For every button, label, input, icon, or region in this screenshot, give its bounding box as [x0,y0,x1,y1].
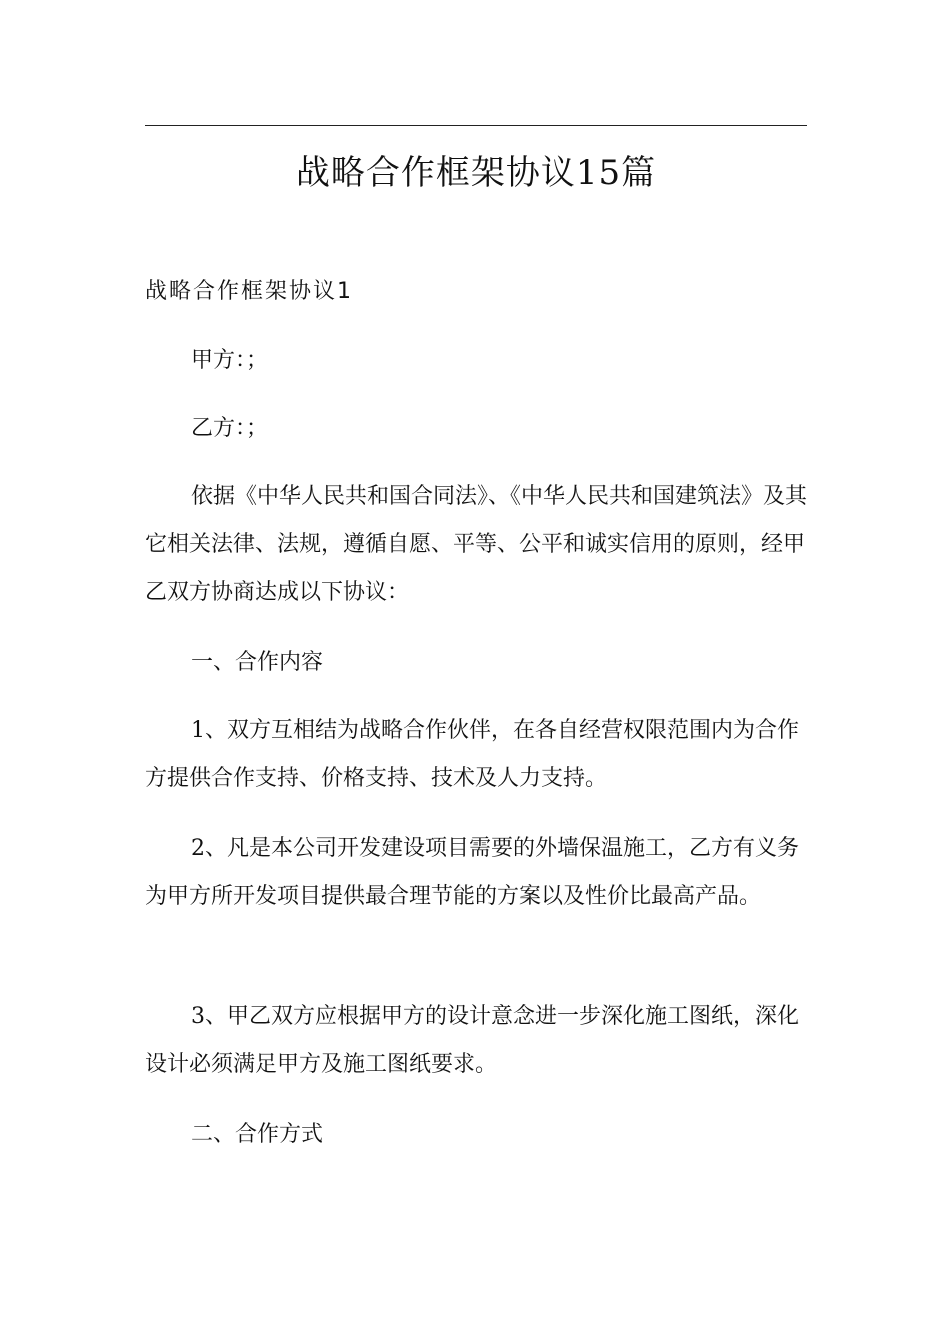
party-a-line: 甲方：； [191,348,269,373]
section-title: 战略合作框架协议1 [145,279,353,304]
clause-1: 1、双方互相结为战略合作伙伴，在各自经营权限范围内为合作方提供合作支持、价格支持、技术及人力支持。 [145,718,799,791]
header-rule [145,125,807,126]
clause-3: 3、甲乙双方应根据甲方的设计意念进一步深化施工图纸，深化设计必须满足甲方及施工图纸要求。 [145,1004,799,1077]
preamble-paragraph: 依据《中华人民共和国合同法》、《中华人民共和国建筑法》及其它相关法律、法规，遵循自愿、平等、公平和诚实信用的原则，经甲乙双方协商达成以下协议： [145,484,808,605]
party-b-line: 乙方：； [191,416,269,441]
heading-cooperation-content: 一、合作内容 [191,650,324,675]
document-title: 战略合作框架协议15篇 [295,153,657,193]
heading-cooperation-method: 二、合作方式 [191,1122,324,1147]
clause-2: 2、凡是本公司开发建设项目需要的外墙保温施工，乙方有义务为甲方所开发项目提供最合理节能的方案以及性价比最高产品。 [145,836,799,909]
